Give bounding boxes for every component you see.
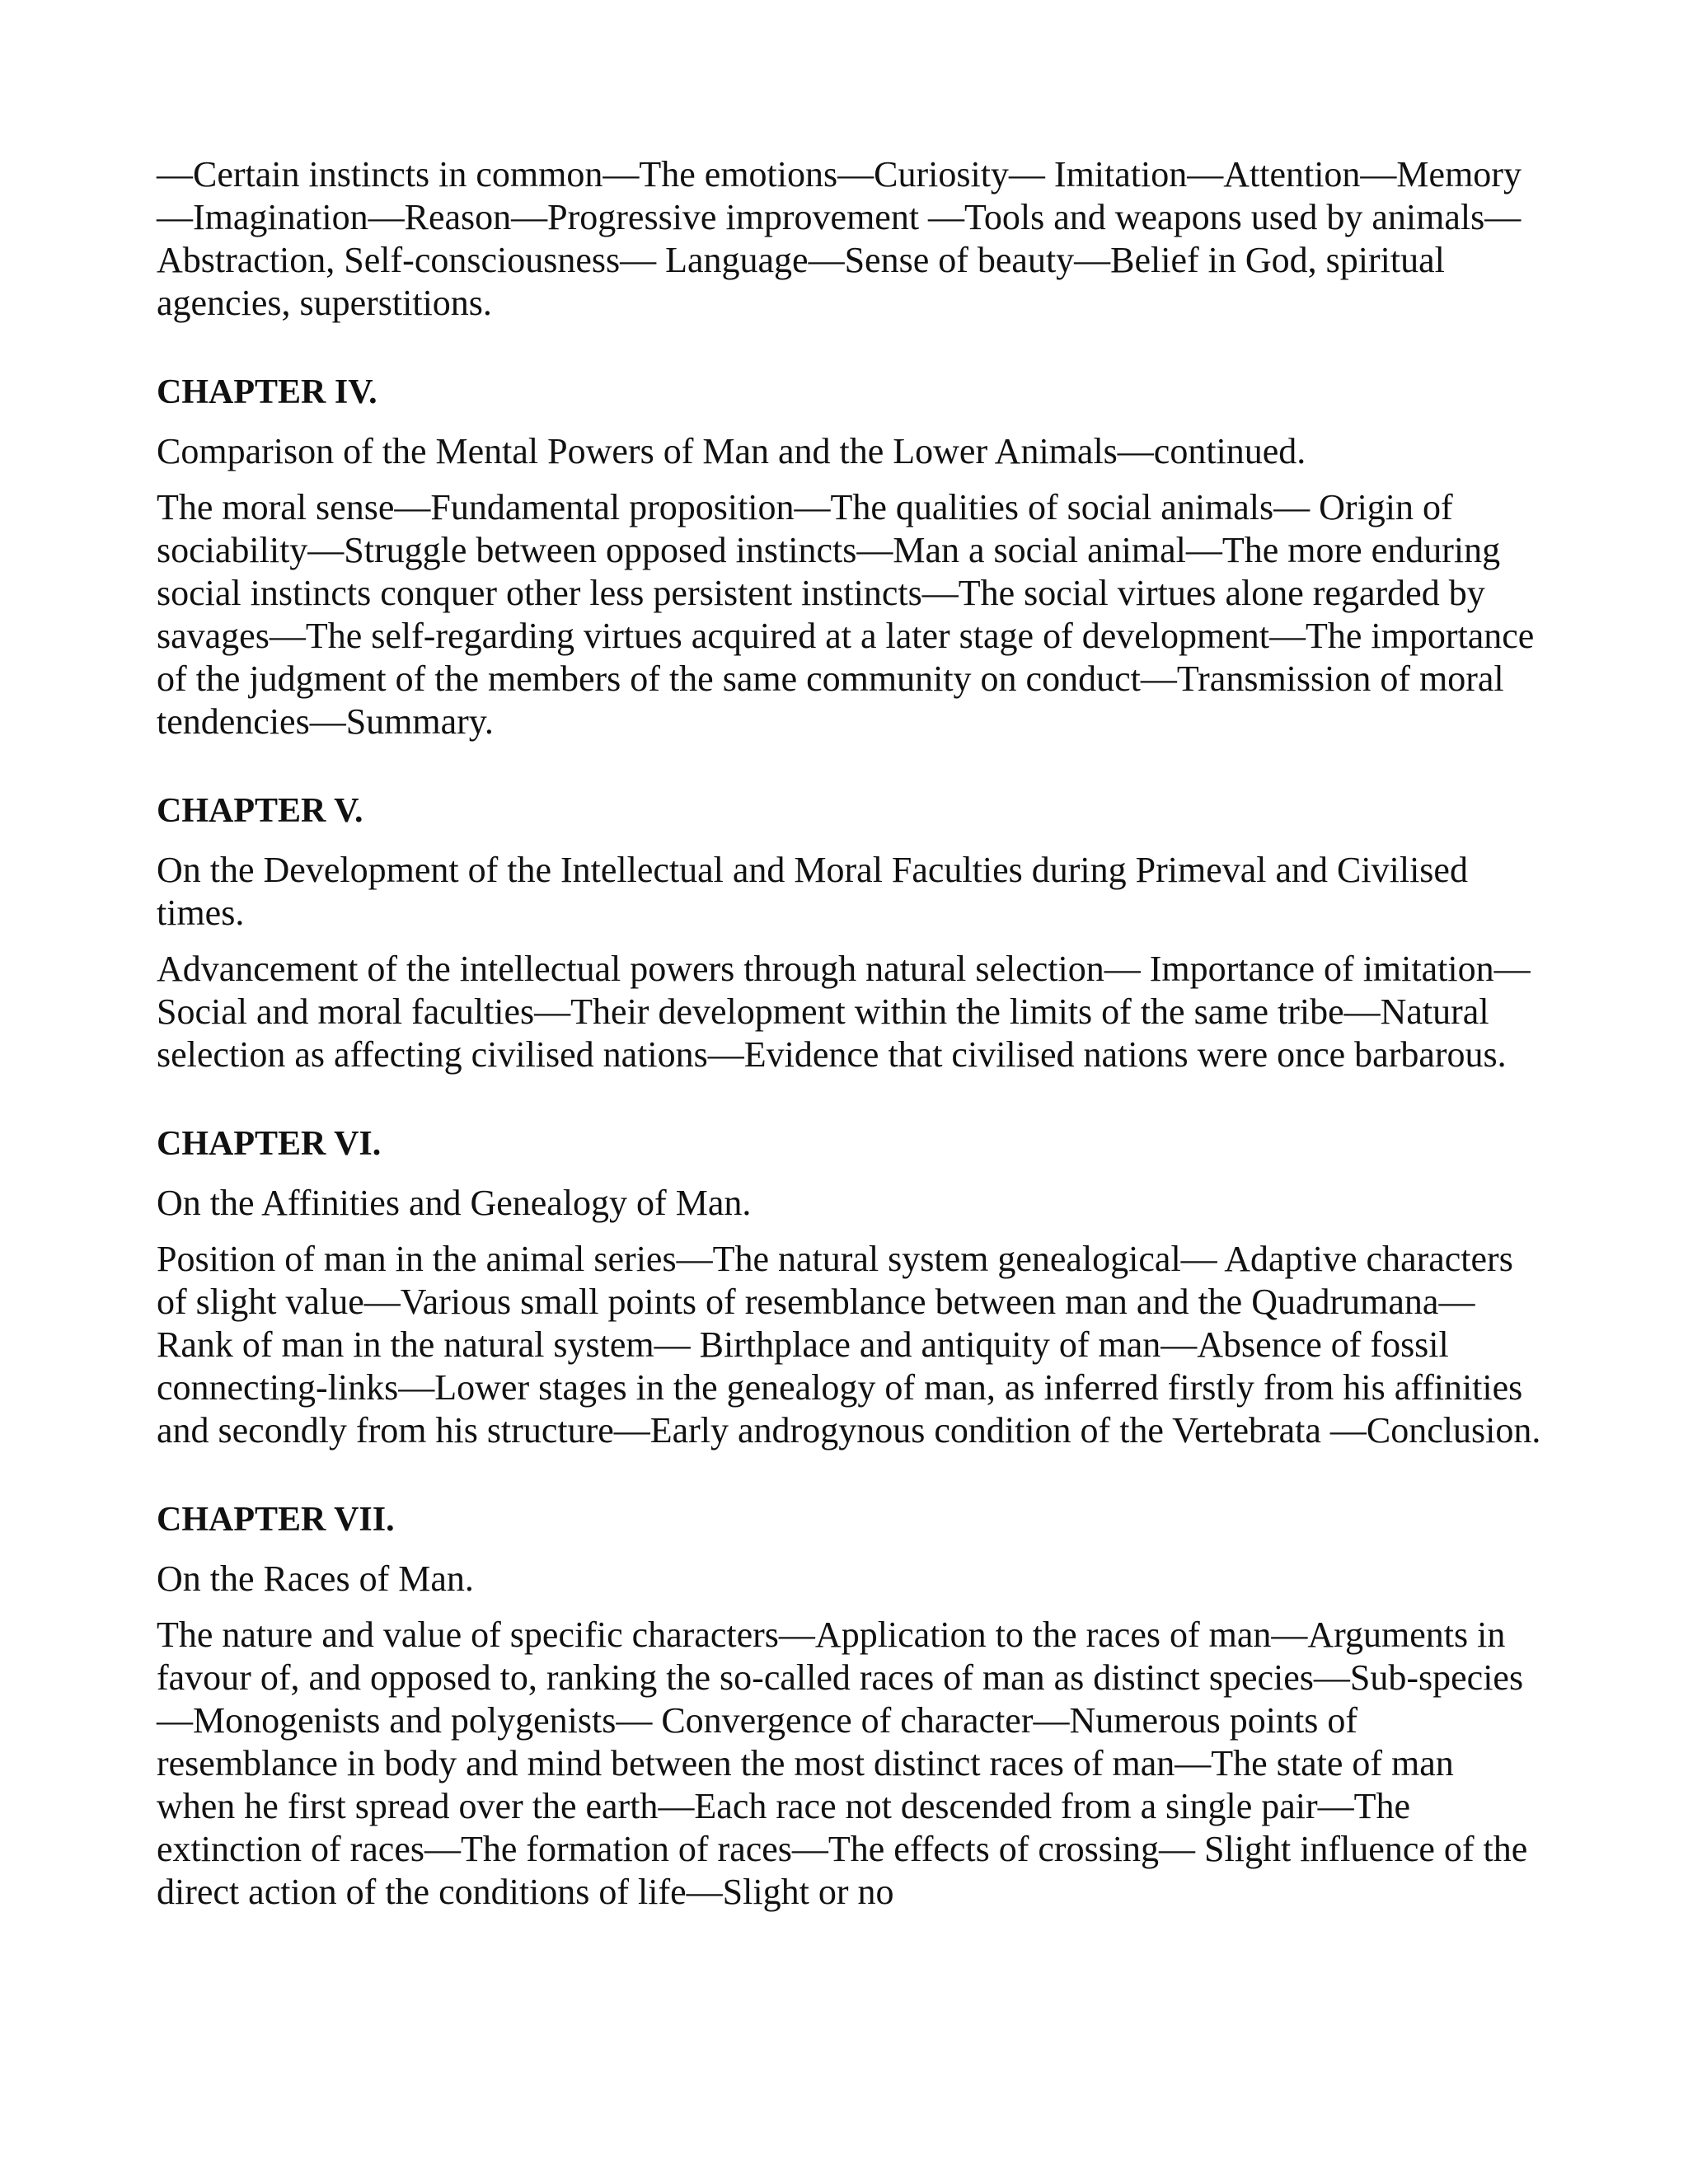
chapter-summary: The nature and value of specific characters—Application to the races of man—Arguments in favour of, and opposed to, ranking the so-called races of man as distinct species—Sub-species—Monogenists and polygenists— Convergence of character—Numerous points of resemblance in body and mind between the most distinct races of man—The state of man when he first spread over the earth—Each race not descended from a single pair—The extinction of races—The formation of races—The effects of crossing— Slight influence of the direct action of the conditions of life—Slight or no (157, 1615, 1528, 1912)
section-gap (157, 743, 1541, 790)
chapter-title: Comparison of the Mental Powers of Man and the Lower Animals—continued. (157, 431, 1306, 471)
chapter-vi (157, 1122, 1541, 1452)
chapter-v (157, 790, 1541, 1076)
section-gap (157, 1076, 1541, 1122)
chapter-heading: CHAPTER VI. (157, 1125, 382, 1163)
chapter-heading: CHAPTER V. (157, 792, 363, 830)
chapter-summary: Position of man in the animal series—The natural system genealogical— Adaptive characters of slight value—Various small points of resemblance between man and the Quadrumana—Rank of man in the natural system— Birthplace and antiquity of man—Absence of fossil connecting-links—Lower stages in the genealogy of man, as inferred firstly from his affinities and secondly from his structure—Early androgynous condition of the Vertebrata —Conclusion. (157, 1239, 1541, 1451)
chapter-heading: CHAPTER IV. (157, 373, 377, 411)
chapter-summary: The moral sense—Fundamental proposition—The qualities of social animals— Origin of sociability—Struggle between opposed instincts—Man a social animal—The more enduring social instincts conquer other less persistent instincts—The social virtues alone regarded by savages—The self-regarding virtues acquired at a later stage of development—The importance of the judgment of the members of the same community on conduct—Transmission of moral tendencies—Summary. (157, 487, 1535, 742)
section-gap (157, 325, 1541, 371)
chapter-vii (157, 1498, 1541, 1914)
section-gap (157, 1452, 1541, 1498)
chapter-title: On the Development of the Intellectual and Moral Faculties during Primeval and Civilised times. (157, 850, 1468, 933)
chapter-title: On the Affinities and Genealogy of Man. (157, 1183, 752, 1223)
chapter-title: On the Races of Man. (157, 1558, 474, 1599)
chapter-iv (157, 371, 1541, 743)
intro-summary: —Certain instincts in common—The emotions—Curiosity— Imitation—Attention—Memory—Imagination—Reason—Progressive improvement —Tools and weapons used by animals—Abstraction, Self-consciousness— Language—Sense of beauty—Belief in God, spiritual agencies, superstitions. (157, 154, 1522, 323)
document-page (157, 153, 1541, 1914)
chapter-summary: Advancement of the intellectual powers through natural selection— Importance of imitation—Social and moral faculties—Their development within the limits of the same tribe—Natural selection as affecting civilised nations—Evidence that civilised nations were once barbarous. (157, 949, 1531, 1075)
chapter-heading: CHAPTER VII. (157, 1501, 395, 1539)
